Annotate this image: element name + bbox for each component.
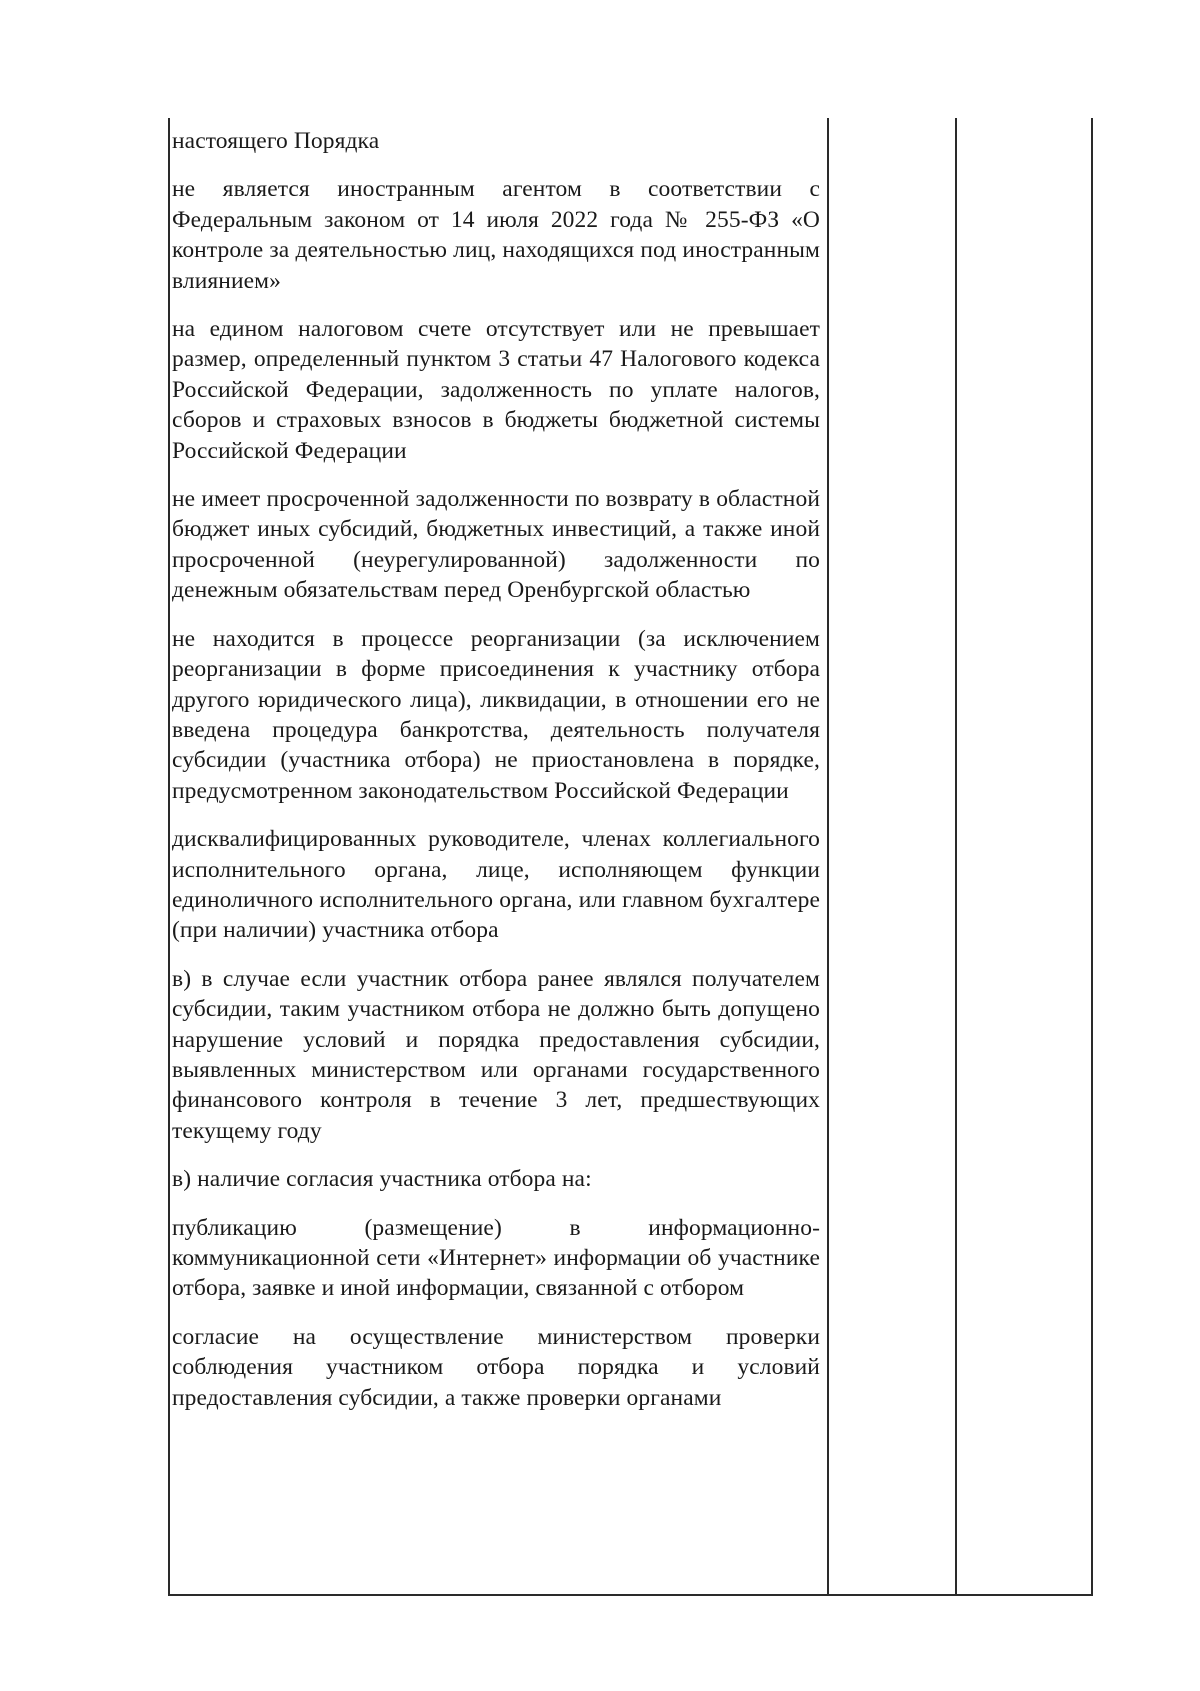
paragraph: в) в случае если участник отбора ранее являлся получателем субсидии, таким участником отбора не должно быть допущено нарушение условий и порядка предоставления субсидии, выявленных министерством или органами государственного финансового контроля в течение 3 лет, предшествующих текущему году (172, 965, 820, 1144)
paragraph: на едином налоговом счете отсутствует или не превышает размер, определенный пунктом 3 статьи 47 Налогового кодекса Российской Федерации, задолженность по уплате налогов, сборов и страховых взносов в бюджеты бюджетной системы Российской Федерации (172, 316, 820, 464)
paragraph: не находится в процессе реорганизации (за исключением реорганизации в форме присоединения к участнику отбора другого юридического лица), ликвидации, в отношении его не введена процедура банкротства, деятельность получателя субсидии (участника отбора) не приостановлена в порядке, предусмотренном законодательством Российской Федерации (172, 625, 820, 804)
paragraph: согласие на осуществление министерством проверки соблюдения участником отбора порядка и условий предоставления субсидии, а также проверки органами (172, 1323, 820, 1411)
paragraph: настоящего Порядка (172, 128, 380, 154)
paragraph: дисквалифицированных руководителе, членах коллегиального исполнительного органа, лице, исполняющем функции единоличного исполнительного органа, или главном бухгалтере (при наличии) участника отбора (172, 826, 820, 944)
paragraph: публикацию (размещение) в информационно-коммуникационной сети «Интернет» информации об участнике отбора, заявке и иной информации, связанной с отбором (172, 1214, 820, 1302)
table-border-bottom (168, 1594, 1093, 1596)
paragraph: не имеет просроченной задолженности по возврату в областной бюджет иных субсидий, бюджетных инвестиций, а также иной просроченной (неурегулированной) задолженности по денежным обязательствам перед Оренбургской областью (172, 486, 820, 604)
paragraph: не является иностранным агентом в соответствии с Федеральным законом от 14 июля 2022 года № 255-ФЗ «О контроле за деятельностью лиц, находящихся под иностранным влиянием» (172, 176, 820, 294)
paragraph: в) наличие согласия участника отбора на: (172, 1166, 592, 1193)
requirements-column (172, 126, 820, 1431)
table-border-right (1091, 118, 1093, 1596)
table-column-divider-2 (955, 118, 957, 1596)
table-column-divider-1 (827, 118, 829, 1596)
table-border-left (168, 118, 170, 1596)
